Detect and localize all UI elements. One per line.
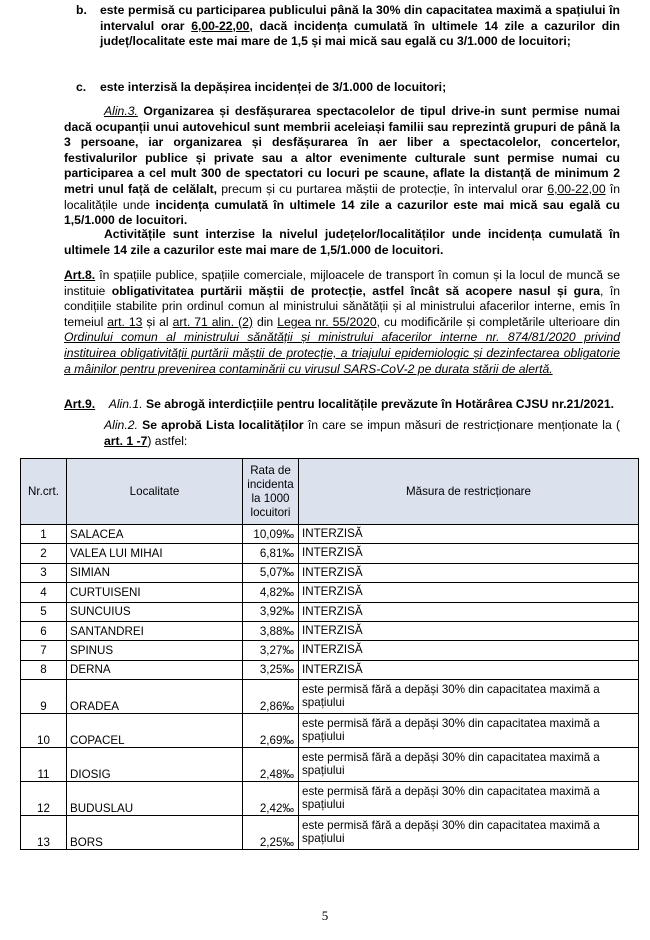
art-9-label: Art.9. (64, 397, 96, 411)
row-masura: INTERZISĂ (299, 621, 639, 640)
table-row (21, 680, 639, 714)
row-rata: 3,92‰ (243, 602, 299, 621)
row-rata: 10,09‰ (243, 525, 299, 544)
row-rata: 3,27‰ (243, 641, 299, 660)
row-localitate: ORADEA (67, 680, 243, 714)
row-masura: este permisă fără a depăși 30% din capacitatea maximă a spațiului (299, 748, 639, 782)
header-rata: Rata de incidenta la 1000 locuitori (243, 459, 299, 525)
table-row (21, 660, 639, 679)
paragraph-b (100, 3, 620, 50)
row-masura: este permisă fără a depăși 30% din capacitatea maximă a spațiului (299, 680, 639, 714)
row-number: 13 (21, 816, 67, 850)
art-1-7-link[interactable]: art. 1 -7 (104, 433, 148, 448)
row-number: 7 (21, 641, 67, 660)
art-8-text-4: și al (142, 314, 173, 329)
row-rata: 2,69‰ (243, 714, 299, 748)
header-localitate: Localitate (67, 459, 243, 525)
row-number: 12 (21, 782, 67, 816)
art-9-alin-2-text-2: în care se impun măsuri de restricționare menționate la ( (303, 418, 620, 432)
art-8-text-3: , în condițiile stabilite prin ordinul comun al ministrului sănătății și al ministrului afacerilor interne, emis în temeiul (64, 283, 621, 329)
row-localitate: BUDUSLAU (67, 782, 243, 816)
table-row (21, 544, 639, 563)
art-8-text-6: , cu modificările și completările ulterioare din (376, 314, 620, 329)
row-masura: INTERZISĂ (299, 602, 639, 621)
art-71-link[interactable]: art. 71 alin. (2) (172, 314, 253, 329)
art-9-alin-2-label: Alin.2. (104, 418, 138, 432)
ordin-comun-link[interactable]: Ordinului comun al ministrului sănătății și ministrului afacerilor interne nr. 874/81/2020 privind instituirea obligativității purtării măștii de protecție, a triajului epidemiologic și dezinfectarea obligatorie a mâinilor pentru prevenirea contaminării cu virusul SARS-CoV-2 pe durata stării de alertă. (64, 330, 620, 376)
row-localitate: VALEA LUI MIHAI (67, 544, 243, 563)
row-localitate: CURTUISENI (67, 583, 243, 602)
art-9-alin-1-text: Se abrogă interdicțiile pentru localitățile prevăzute în Hotărârea CJSU nr.21/2021. (142, 397, 614, 411)
row-masura: INTERZISĂ (299, 525, 639, 544)
paragraph-art-9-alin-2 (104, 418, 620, 449)
row-number: 11 (21, 748, 67, 782)
row-rata: 6,81‰ (243, 544, 299, 563)
row-number: 5 (21, 602, 67, 621)
row-localitate: SPINUS (67, 641, 243, 660)
row-localitate: SALACEA (67, 525, 243, 544)
page-number: 5 (321, 908, 329, 923)
row-number: 9 (21, 680, 67, 714)
header-nr-crt: Nr.crt. (21, 459, 67, 525)
table-header-row (21, 459, 639, 525)
art-13-link[interactable]: art. 13 (107, 314, 143, 329)
table-body (21, 525, 639, 850)
alin-3-label: Alin.3. (104, 104, 138, 118)
row-localitate: COPACEL (67, 714, 243, 748)
row-number: 4 (21, 583, 67, 602)
row-localitate: DERNA (67, 660, 243, 679)
row-rata: 2,86‰ (243, 680, 299, 714)
activitati-text: Activitățile sunt interzise la nivelul județelor/localităților unde incidența cumulată în ultimele 14 zile a cazurilor este mai mare de 1,5/1.000 de locuitori. (64, 227, 620, 257)
paragraph-b-hours: 6,00-22,00 (191, 18, 250, 33)
table-row (21, 525, 639, 544)
table-row (21, 782, 639, 816)
row-number: 2 (21, 544, 67, 563)
art-8-text-2: obligativitatea purtării măștii de protecție, astfel încât să acopere nasul și gura (111, 283, 600, 298)
row-masura: este permisă fără a depăși 30% din capacitatea maximă a spațiului (299, 714, 639, 748)
table-row (21, 563, 639, 582)
row-number: 6 (21, 621, 67, 640)
row-rata: 2,48‰ (243, 748, 299, 782)
row-masura: este permisă fără a depăși 30% din capacitatea maximă a spațiului (299, 816, 639, 850)
row-localitate: SUNCUIUS (67, 602, 243, 621)
localities-table (20, 458, 639, 850)
alin-3-text-4: în localitățile unde (64, 181, 620, 212)
row-masura: INTERZISĂ (299, 660, 639, 679)
alin-3-text-1: Organizarea și desfășurarea spectacolelor de tipul drive-in sunt permise numai dacă (64, 104, 620, 134)
paragraph-b-text-2: , dacă incidența cumulată în ultimele 14 zile a cazurilor din județ/localitate este mai mare de 1,5 și mai mică sau egală cu 3/1.000 de locuitori; (100, 18, 620, 49)
row-masura: INTERZISĂ (299, 583, 639, 602)
art-9-alin-1-label: Alin.1. (108, 397, 143, 411)
list-letter-b: b. (76, 3, 87, 17)
paragraph-c-text: este interzisă la depășirea incidenței de 3/1.000 de locuitori; (100, 80, 447, 94)
table-row (21, 583, 639, 602)
alin-3-text-2: ocupanții unui autovehicul sunt membrii aceleiași familii sau reprezintă grupuri de până la 3 persoane, iar organizarea și desfășurarea în aer liber a spectacolelor, concertelor, festivalurilor publice și private sau a altor evenimente culturale sunt permise numai cu participarea a cel mult 300 de spectatori cu locuri pe scaune, aflate la distanță de minimum 2 metri unul față de celălalt, (64, 119, 620, 196)
table-row (21, 816, 639, 850)
row-rata: 5,07‰ (243, 563, 299, 582)
table-row (21, 621, 639, 640)
row-number: 8 (21, 660, 67, 679)
art-8-text-5: din (252, 314, 278, 329)
row-number: 3 (21, 563, 67, 582)
header-masura: Măsura de restricționare (299, 459, 639, 525)
list-letter-c: c. (76, 80, 87, 94)
row-localitate: DIOSIG (67, 748, 243, 782)
row-localitate: SIMIAN (67, 563, 243, 582)
row-rata: 3,88‰ (243, 621, 299, 640)
paragraph-art-8 (64, 268, 620, 377)
art-9-alin-2-text-1: Se aprobă Lista localităților (137, 418, 304, 432)
paragraph-art-9 (64, 397, 620, 413)
paragraph-alin-3 (64, 104, 620, 229)
lege-55-link[interactable]: Legea nr. 55/2020 (277, 314, 377, 329)
alin-3-hours: 6,00-22,00 (547, 181, 606, 196)
row-masura: INTERZISĂ (299, 563, 639, 582)
row-localitate: BORS (67, 816, 243, 850)
row-number: 10 (21, 714, 67, 748)
row-rata: 2,42‰ (243, 782, 299, 816)
row-masura: este permisă fără a depăși 30% din capacitatea maximă a spațiului (299, 782, 639, 816)
table-row (21, 641, 639, 660)
row-rata: 2,25‰ (243, 816, 299, 850)
table-row (21, 602, 639, 621)
art-8-label: Art.8. (64, 268, 96, 282)
row-masura: INTERZISĂ (299, 544, 639, 563)
row-rata: 3,25‰ (243, 660, 299, 679)
paragraph-b-text-1: este permisă cu participarea publicului până la 30% din capacitatea maximă a spațiului în intervalul orar (100, 3, 620, 33)
art-9-alin-2-text-3: ) astfel: (147, 433, 188, 448)
art-8-text-1: în spațiile publice, spațiile comerciale, mijloacele de transport în comun și la locul de muncă se instituie (64, 268, 620, 298)
row-localitate: SANTANDREI (67, 621, 243, 640)
row-rata: 4,82‰ (243, 583, 299, 602)
paragraph-c (100, 80, 620, 96)
row-number: 1 (21, 525, 67, 544)
row-masura: INTERZISĂ (299, 641, 639, 660)
table-row (21, 748, 639, 782)
alin-3-text-5: incidența cumulată în ultimele 14 zile a cazurilor este mai mică sau egală cu 1,5/1.000 de locuitori. (64, 197, 620, 228)
table-row (21, 714, 639, 748)
alin-3-text-3: precum și cu purtarea măștii de protecție, în intervalul orar (217, 181, 548, 196)
paragraph-activitati (64, 227, 620, 258)
